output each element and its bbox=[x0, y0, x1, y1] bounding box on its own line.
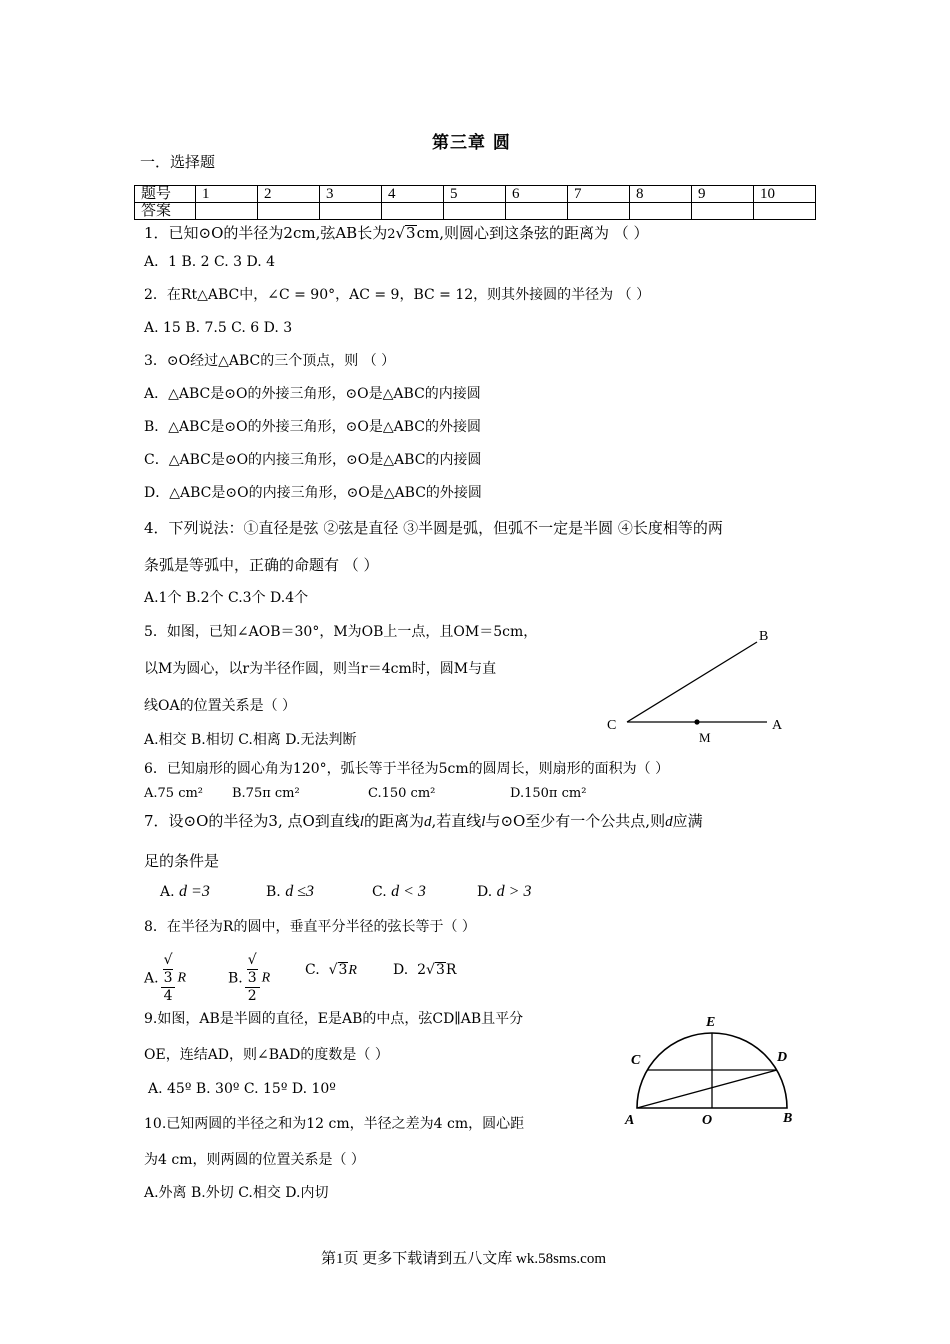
option-label: C. bbox=[305, 962, 320, 978]
option-label: C. bbox=[372, 884, 387, 900]
q1-radicand: 3 bbox=[406, 224, 416, 242]
var-r: R bbox=[348, 963, 357, 978]
q6-option-a: A.75 cm² bbox=[144, 786, 204, 801]
q10-stem-line1: 10.已知两圆的半径之和为12 cm，半径之差为4 cm，圆心距 bbox=[144, 1116, 525, 1132]
q7-text: 应满 bbox=[672, 812, 703, 830]
q7-stem-line1 bbox=[144, 811, 703, 832]
table-cell: 6 bbox=[506, 186, 568, 203]
label-a: A bbox=[772, 718, 783, 733]
table-cell: 3 bbox=[320, 186, 382, 203]
label-c: C bbox=[631, 1053, 641, 1068]
point-m bbox=[694, 719, 699, 724]
table-cell: 1 bbox=[196, 186, 258, 203]
label-d: D bbox=[777, 1050, 788, 1065]
answer-cell[interactable] bbox=[568, 203, 630, 220]
table-cell: 8 bbox=[630, 186, 692, 203]
denominator: 4 bbox=[163, 988, 173, 1004]
answer-cell[interactable] bbox=[692, 203, 754, 220]
label-b: B bbox=[759, 629, 769, 644]
q3-option-b: B．△ABC是⊙O的外接三角形，⊙O是△ABC的外接圆 bbox=[144, 419, 481, 435]
label-o: O bbox=[702, 1113, 713, 1128]
answer-cell[interactable] bbox=[630, 203, 692, 220]
q7-option-b bbox=[266, 883, 314, 901]
q10-options: A.外离 B.外切 C.相交 D.内切 bbox=[144, 1185, 329, 1201]
option-label: A. bbox=[160, 884, 175, 900]
q7-text: 的距离为 bbox=[363, 812, 424, 830]
page-title: 第三章 圆 bbox=[432, 133, 511, 153]
q5-stem-line2: 以M为圆心，以r为半径作圆，则当r＝4cm时，圆M与直 bbox=[144, 661, 497, 677]
section-heading: 一．选择题 bbox=[140, 153, 216, 171]
q7-option-a bbox=[160, 883, 210, 901]
answer-cell[interactable] bbox=[258, 203, 320, 220]
q1-stem: 1．已知⊙O的半径为2cm,弦AB长为2√3cm,则圆心到这条弦的距离为 （ ） bbox=[144, 224, 649, 242]
q5-stem-line1: 5．如图，已知∠AOB＝30°，M为OB上一点，且OM＝5cm， bbox=[144, 624, 538, 640]
table-row bbox=[135, 186, 816, 203]
table-row bbox=[135, 203, 816, 220]
var-r: R bbox=[261, 970, 271, 986]
option-expr: d =3 bbox=[179, 883, 210, 900]
fraction: √ 3 2 bbox=[245, 952, 260, 1005]
table-cell: 5 bbox=[444, 186, 506, 203]
label-a: A bbox=[625, 1113, 635, 1128]
page-footer: 第1页 更多下载请到五八文库 wk.58sms.com bbox=[321, 1251, 607, 1267]
q1-stem-text: 1．已知⊙O的半径为2cm,弦AB长为 bbox=[144, 224, 388, 242]
q7-stem-line2: 足的条件是 bbox=[144, 852, 220, 870]
q5-figure bbox=[600, 622, 800, 747]
q6-option-d: D.150π cm² bbox=[510, 786, 587, 801]
ray-cb bbox=[627, 642, 757, 722]
label-e: E bbox=[706, 1015, 716, 1030]
table-cell: 2 bbox=[258, 186, 320, 203]
option-label: A. bbox=[144, 970, 159, 987]
denominator: 2 bbox=[247, 988, 257, 1004]
radicand: 3 bbox=[338, 962, 348, 978]
option-label: D. bbox=[393, 962, 409, 978]
q9-figure bbox=[620, 1010, 805, 1130]
q1-stem-text-2: cm,则圆心到这条弦的距离为 （ ） bbox=[416, 224, 649, 242]
q9-stem-line2: OE，连结AD，则∠BAD的度数是（ ） bbox=[144, 1047, 389, 1063]
option-label: B. bbox=[228, 970, 243, 987]
coef: 2 bbox=[417, 962, 427, 978]
radicand: 3 bbox=[435, 962, 445, 978]
segment-ad bbox=[637, 1070, 777, 1108]
answer-table bbox=[134, 185, 816, 220]
q8-option-c: C. √3R bbox=[305, 962, 357, 978]
q7-var-d: d bbox=[665, 814, 673, 830]
q1-coef: 2 bbox=[387, 227, 396, 242]
q5-stem-line3: 线OA的位置关系是（ ） bbox=[144, 698, 297, 714]
radicand: 3 bbox=[247, 970, 257, 986]
answer-cell[interactable] bbox=[382, 203, 444, 220]
q7-text: 与⊙O至少有一个公共点,则 bbox=[485, 812, 666, 830]
option-label: B. bbox=[266, 884, 281, 900]
q5-options: A.相交 B.相切 C.相离 D.无法判断 bbox=[144, 732, 357, 748]
answer-cell[interactable] bbox=[444, 203, 506, 220]
q7-option-d bbox=[477, 883, 531, 901]
var-r: R bbox=[177, 970, 187, 986]
table-header-cell: 答案 bbox=[135, 203, 196, 220]
q7-text: ,若直线 bbox=[431, 812, 482, 830]
q7-option-c bbox=[372, 883, 426, 901]
q7-text: 7．设⊙O的半径为3, 点O到直线 bbox=[144, 812, 360, 830]
q7-var-d: d bbox=[423, 814, 432, 830]
q8-stem: 8．在半径为R的圆中，垂直平分半径的弦长等于（ ） bbox=[144, 919, 476, 935]
q4-stem-line2: 条弧是等弧中，正确的命题有 （ ） bbox=[144, 556, 379, 574]
q2-stem: 2．在Rt△ABC中，∠C = 90°，AC = 9，BC = 12，则其外接圆的半径为 （ ） bbox=[144, 287, 651, 303]
q3-option-a: A．△ABC是⊙O的外接三角形，⊙O是△ABC的内接圆 bbox=[144, 386, 481, 402]
q3-stem: 3．⊙O经过△ABC的三个顶点，则 （ ） bbox=[144, 353, 396, 369]
var-r: R bbox=[445, 962, 457, 978]
table-header-cell: 题号 bbox=[135, 186, 196, 203]
q8-option-a bbox=[144, 952, 186, 1005]
q3-option-d: D．△ABC是⊙O的内接三角形，⊙O是△ABC的外接圆 bbox=[144, 485, 482, 501]
q6-stem: 6．已知扇形的圆心角为120°，弧长等于半径为5cm的圆周长，则扇形的面积为（ ） bbox=[144, 761, 670, 777]
q4-stem-line1: 4．下列说法：①直径是弦 ②弦是直径 ③半圆是弧，但弧不一定是半圆 ④长度相等的两 bbox=[144, 519, 723, 537]
q7-var-l: l bbox=[481, 814, 486, 830]
table-cell: 4 bbox=[382, 186, 444, 203]
q3-option-c: C．△ABC是⊙O的内接三角形，⊙O是△ABC的内接圆 bbox=[144, 452, 482, 468]
answer-cell[interactable] bbox=[506, 203, 568, 220]
q9-options: A. 45º B. 30º C. 15º D. 10º bbox=[148, 1081, 336, 1097]
q8-option-d: D. 2√3R bbox=[393, 962, 457, 978]
fraction: √ 3 4 bbox=[161, 952, 176, 1005]
answer-cell[interactable] bbox=[196, 203, 258, 220]
label-b: B bbox=[783, 1111, 793, 1126]
radicand: 3 bbox=[163, 970, 173, 986]
option-expr: d ≤3 bbox=[285, 883, 314, 900]
q8-option-b bbox=[228, 952, 270, 1005]
table-cell: 9 bbox=[692, 186, 754, 203]
label-c: C bbox=[607, 718, 617, 733]
table-cell: 7 bbox=[568, 186, 630, 203]
answer-cell[interactable] bbox=[754, 203, 816, 220]
q2-options: A. 15 B. 7.5 C. 6 D. 3 bbox=[144, 320, 293, 336]
q9-stem-line1: 9.如图，AB是半圆的直径，E是AB的中点，弦CD∥AB且平分 bbox=[144, 1011, 524, 1027]
option-expr: d > 3 bbox=[496, 883, 532, 900]
q1-options: A．1 B. 2 C. 3 D. 4 bbox=[144, 254, 276, 270]
q10-stem-line2: 为4 cm，则两圆的位置关系是（ ） bbox=[144, 1152, 365, 1168]
q6-option-b: B.75π cm² bbox=[232, 786, 300, 801]
q4-options: A.1个 B.2个 C.3个 D.4个 bbox=[144, 590, 309, 606]
label-m: M bbox=[699, 730, 711, 745]
option-label: D. bbox=[477, 884, 493, 900]
table-cell: 10 bbox=[754, 186, 816, 203]
q7-var-l: l bbox=[359, 814, 364, 830]
option-expr: d < 3 bbox=[391, 883, 426, 900]
q6-option-c: C.150 cm² bbox=[368, 786, 436, 801]
answer-cell[interactable] bbox=[320, 203, 382, 220]
